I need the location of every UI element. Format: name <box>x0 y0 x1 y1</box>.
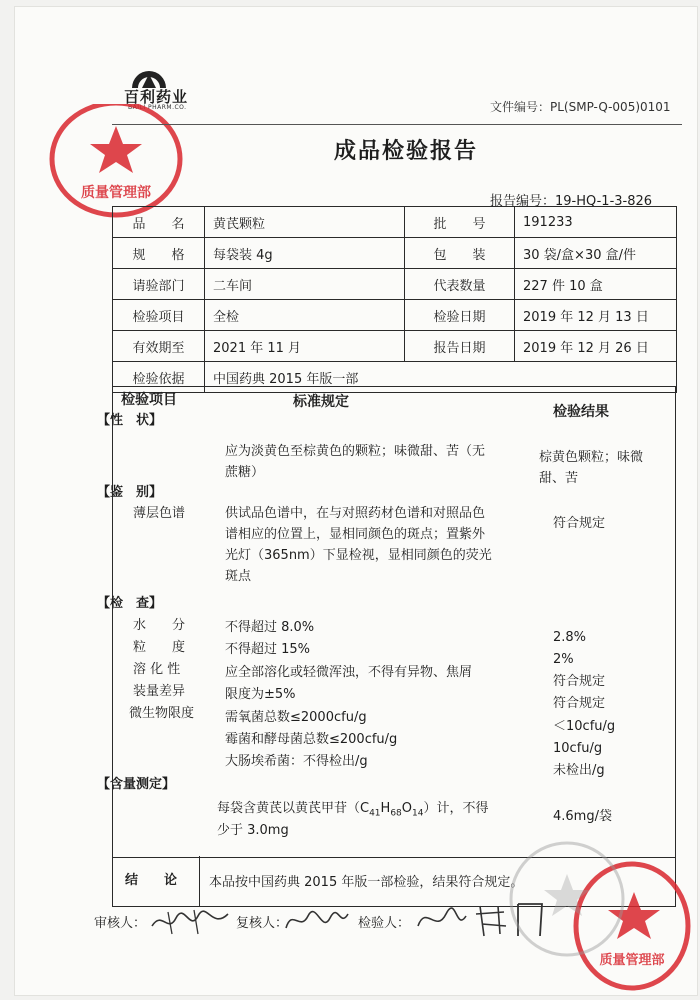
info-row <box>113 300 677 331</box>
microbe-result-line2: 10cfu/g <box>553 741 603 756</box>
conclusion-text: 本品按中国药典 2015 年版一部检验，结果符合规定。 <box>209 875 524 890</box>
col-header-item: 检验项目 <box>121 392 177 408</box>
granularity-label: 粒 度 <box>133 640 186 655</box>
conclusion-label: 结 论 <box>125 873 178 888</box>
info-row <box>113 269 677 300</box>
logo-text: 百利药业 <box>124 88 189 106</box>
tlc-standard-line3: 光灯（365nm）下显检视，显相同颜色的荧光 <box>225 548 492 563</box>
water-result: 2.8% <box>553 630 587 645</box>
assay-result: 4.6mg/袋 <box>553 809 612 824</box>
water-standard: 不得超过 8.0% <box>225 620 315 635</box>
label-packaging: 包 装 <box>405 238 515 269</box>
value-packaging: 30 袋/盒×30 盒/件 <box>515 238 677 269</box>
label-product-name: 品 名 <box>113 207 205 238</box>
section-identification: 【鉴 别】 <box>97 485 163 500</box>
assay-standard-pre: 每袋含黄芪以黄芪甲苷（C <box>217 801 370 816</box>
microbe-result-line1: ＜10cfu/g <box>553 719 616 734</box>
microbe-standard-line3: 大肠埃希菌：不得检出/g <box>225 754 368 769</box>
assay-sub-h: 68 <box>390 808 402 819</box>
header-divider <box>112 124 682 125</box>
weight-standard: 限度为±5% <box>225 687 296 702</box>
reviewer-label: 审核人： <box>94 916 147 931</box>
label-basis: 检验依据 <box>113 362 205 393</box>
solubility-standard: 应全部溶化或轻微浑浊，不得有异物、焦屑 <box>225 665 473 680</box>
document-number: 文件编号：PL(SMP-Q-005)0101 <box>490 100 671 114</box>
microbe-result-line3: 未检出/g <box>553 763 605 778</box>
value-report-date: 2019 年 12 月 26 日 <box>515 331 677 362</box>
assay-sub-o: 14 <box>412 808 424 819</box>
assay-o: O <box>401 801 412 816</box>
info-row <box>113 238 677 269</box>
value-batch-no: 191233 <box>515 207 677 238</box>
col-header-result: 检验结果 <box>553 404 609 420</box>
col-header-standard: 标准规定 <box>293 394 349 410</box>
label-quantity: 代表数量 <box>405 269 515 300</box>
conclusion-divider <box>199 856 200 906</box>
report-number: 报告编号：19-HQ-1-3-826 <box>490 194 653 209</box>
label-request-dept: 请验部门 <box>113 269 205 300</box>
report-title: 成品检验报告 <box>334 139 479 164</box>
granularity-standard: 不得超过 15% <box>225 642 311 657</box>
tlc-result: 符合规定 <box>553 516 606 531</box>
assay-standard-line2: 少于 3.0mg <box>217 823 289 838</box>
assay-h: H <box>380 801 391 816</box>
section-inspection: 【检 查】 <box>97 596 163 611</box>
solubility-result: 符合规定 <box>553 674 606 689</box>
section-character: 【性 状】 <box>97 413 163 428</box>
report-sheet <box>14 6 698 996</box>
reviewer-signature <box>148 904 232 938</box>
label-expiry: 有效期至 <box>113 331 205 362</box>
logo-mark-icon <box>128 66 170 88</box>
assay-sub-c: 41 <box>369 808 381 819</box>
info-row <box>113 331 677 362</box>
value-test-date: 2019 年 12 月 13 日 <box>515 300 677 331</box>
label-spec: 规 格 <box>113 238 205 269</box>
character-result-line1: 棕黄色颗粒；味微 <box>539 450 644 465</box>
tlc-label: 薄层色谱 <box>133 506 186 521</box>
value-quantity: 227 件 10 盒 <box>515 269 677 300</box>
faint-company-stamp <box>502 834 632 964</box>
tlc-standard-line4: 斑点 <box>225 569 252 584</box>
value-test-item: 全检 <box>205 300 405 331</box>
info-table <box>112 206 677 393</box>
water-label: 水 分 <box>133 618 186 633</box>
value-spec: 每袋装 4g <box>205 238 405 269</box>
inspector-label: 检验人： <box>358 916 411 931</box>
info-row <box>113 207 677 238</box>
tlc-standard-line1: 供试品色谱中，在与对照药材色谱和对照品色 <box>225 506 486 521</box>
value-request-dept: 二车间 <box>205 269 405 300</box>
character-result-line2: 甜、苦 <box>539 471 579 486</box>
granularity-result: 2% <box>553 652 574 667</box>
label-test-date: 检验日期 <box>405 300 515 331</box>
value-basis: 中国药典 2015 年版一部 <box>205 362 677 393</box>
results-section <box>97 386 676 858</box>
section-assay: 【含量测定】 <box>97 777 176 792</box>
character-standard-line1: 应为淡黄色至棕黄色的颗粒；味微甜、苦（无 <box>225 444 486 459</box>
logo-subtext: BAILI PHARM.CO. <box>128 104 187 111</box>
label-batch-no: 批 号 <box>405 207 515 238</box>
microbe-standard-line1: 需氧菌总数≤2000cfu/g <box>225 710 367 725</box>
microbe-standard-line2: 霉菌和酵母菌总数≤200cfu/g <box>225 732 398 747</box>
checker-signature <box>282 904 352 938</box>
character-standard-line2: 蔗糖） <box>225 465 265 480</box>
value-product-name: 黄芪颗粒 <box>205 207 405 238</box>
microbe-label: 微生物限度 <box>129 706 195 721</box>
stamp-bottom-label: 质量管理部 <box>599 953 665 968</box>
weight-result: 符合规定 <box>553 696 606 711</box>
checker-label: 复核人： <box>236 916 289 931</box>
label-report-date: 报告日期 <box>405 331 515 362</box>
assay-standard-post: ）计，不得 <box>423 801 489 816</box>
solubility-label: 溶 化 性 <box>133 662 181 677</box>
stamp-top-label: 质量管理部 <box>81 185 151 201</box>
weight-label: 装量差异 <box>133 684 186 699</box>
label-test-item: 检验项目 <box>113 300 205 331</box>
value-expiry: 2021 年 11 月 <box>205 331 405 362</box>
tlc-standard-line2: 谱相应的位置上，显相同颜色的斑点；置紫外 <box>225 527 486 542</box>
